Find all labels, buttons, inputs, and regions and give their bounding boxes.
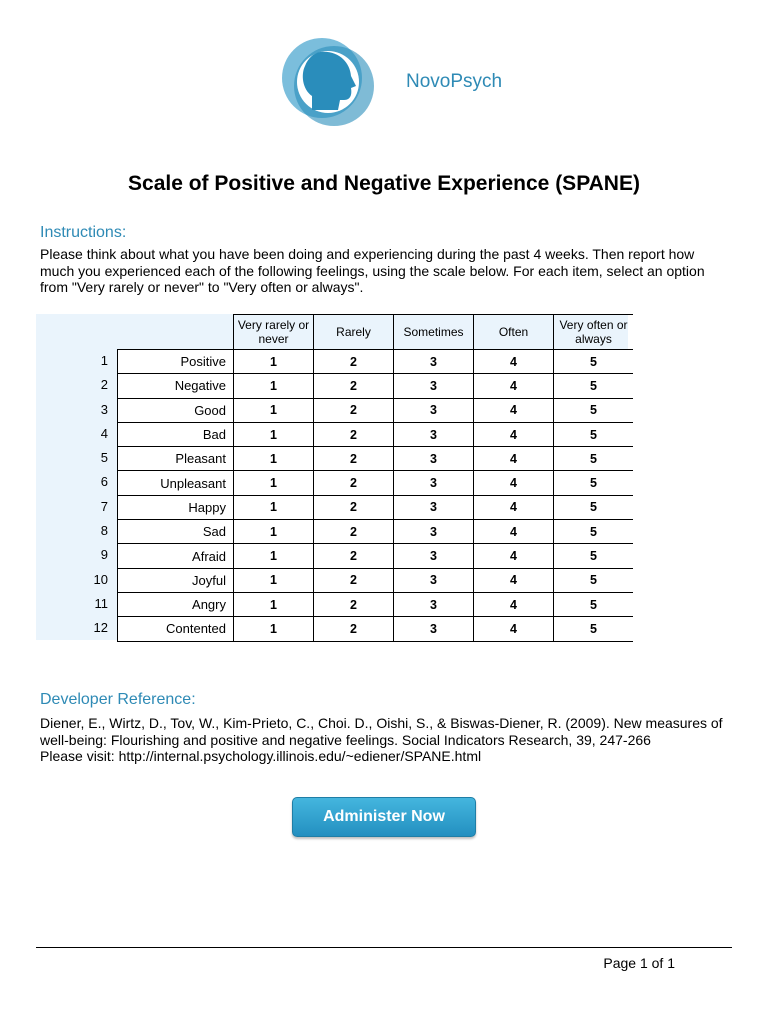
item-label: Contented [118,617,234,641]
rating-option[interactable]: 2 [314,374,394,398]
administer-now-button[interactable]: Administer Now [292,797,476,837]
table-row [118,374,634,398]
instructions-text [40,246,730,296]
table-row [118,592,634,616]
rating-option[interactable]: 5 [554,374,634,398]
rating-option[interactable]: 3 [394,422,474,446]
rating-option[interactable]: 2 [314,447,394,471]
rating-option[interactable]: 3 [394,374,474,398]
table-row [118,568,634,592]
scale-header-row [118,315,634,350]
table-row [118,520,634,544]
item-label: Happy [118,495,234,519]
item-number: 3 [100,401,108,417]
footer-divider [36,947,732,948]
novopsych-logo [272,34,382,130]
rating-option[interactable]: 2 [314,544,394,568]
rating-option[interactable]: 3 [394,592,474,616]
rating-option[interactable]: 5 [554,495,634,519]
rating-option[interactable]: 5 [554,447,634,471]
rating-option[interactable]: 5 [554,568,634,592]
header-very-often: Very often or always [554,315,634,350]
rating-option[interactable]: 2 [314,617,394,641]
rating-option[interactable]: 5 [554,617,634,641]
header-blank [118,315,234,350]
rating-option[interactable]: 5 [554,422,634,446]
rating-option[interactable]: 5 [554,592,634,616]
item-label: Angry [118,592,234,616]
rating-option[interactable]: 5 [554,350,634,374]
item-label: Bad [118,422,234,446]
head-profile-rings-icon [272,34,382,130]
item-number: 12 [93,620,108,636]
rating-option[interactable]: 4 [474,350,554,374]
rating-option[interactable]: 4 [474,544,554,568]
rating-option[interactable]: 3 [394,617,474,641]
item-label: Afraid [118,544,234,568]
rating-option[interactable]: 1 [234,447,314,471]
table-row [118,471,634,495]
rating-option[interactable]: 1 [234,422,314,446]
item-label: Joyful [118,568,234,592]
rating-option[interactable]: 1 [234,568,314,592]
instructions-heading: Instructions: [40,224,127,241]
rating-option[interactable]: 5 [554,544,634,568]
rating-option[interactable]: 3 [394,520,474,544]
rating-option[interactable]: 4 [474,447,554,471]
rating-option[interactable]: 3 [394,447,474,471]
reference-heading: Developer Reference: [40,691,196,708]
header-rarely: Rarely [314,315,394,350]
page-indicator: Page 1 of 1 [603,955,675,971]
rating-option[interactable]: 1 [234,544,314,568]
rating-option[interactable]: 4 [474,520,554,544]
item-number: 2 [100,377,108,393]
item-label: Good [118,398,234,422]
table-row [118,350,634,374]
item-number: 10 [93,571,108,587]
rating-option[interactable]: 2 [314,592,394,616]
reference-citation: Diener, E., Wirtz, D., Tov, W., Kim-Prieto, C., Choi. D., Oishi, S., & Biswas-Diener, R. (2009). New measures of well-being: Flourishing and positive and negative feelings. Social Indicators Research, 39, 247-266 [40,715,723,748]
rating-option[interactable]: 4 [474,374,554,398]
item-numbers [86,349,108,641]
rating-option[interactable]: 2 [314,520,394,544]
table-row [118,544,634,568]
rating-option[interactable]: 1 [234,495,314,519]
reference-block [40,715,730,765]
rating-option[interactable]: 3 [394,350,474,374]
rating-option[interactable]: 1 [234,471,314,495]
rating-option[interactable]: 4 [474,398,554,422]
rating-option[interactable]: 2 [314,398,394,422]
rating-option[interactable]: 1 [234,592,314,616]
rating-option[interactable]: 1 [234,398,314,422]
item-number: 1 [100,353,108,368]
rating-option[interactable]: 2 [314,568,394,592]
header-very-rarely: Very rarely or never [234,315,314,350]
item-label: Sad [118,520,234,544]
rating-option[interactable]: 3 [394,495,474,519]
rating-option[interactable]: 4 [474,422,554,446]
table-row [118,617,634,641]
response-scale-table [117,314,633,642]
page-title: Scale of Positive and Negative Experience (SPANE) [128,172,640,195]
item-label: Unpleasant [118,471,234,495]
item-number: 8 [100,523,108,539]
item-number: 6 [100,474,108,490]
rating-option[interactable]: 5 [554,520,634,544]
rating-option[interactable]: 1 [234,350,314,374]
rating-option[interactable]: 3 [394,544,474,568]
rating-option[interactable]: 4 [474,592,554,616]
rating-option[interactable]: 3 [394,398,474,422]
item-number: 9 [100,547,108,563]
rating-option[interactable]: 4 [474,617,554,641]
item-number: 4 [100,425,108,441]
rating-option[interactable]: 1 [234,374,314,398]
rating-option[interactable]: 3 [394,568,474,592]
item-label: Pleasant [118,447,234,471]
rating-option[interactable]: 4 [474,568,554,592]
rating-option[interactable]: 5 [554,471,634,495]
item-label: Negative [118,374,234,398]
table-row [118,495,634,519]
rating-option[interactable]: 2 [314,422,394,446]
rating-option[interactable]: 5 [554,398,634,422]
item-label: Positive [118,350,234,374]
table-row [118,422,634,446]
table-row [118,447,634,471]
table-row [118,398,634,422]
rating-option[interactable]: 2 [314,471,394,495]
rating-option[interactable]: 1 [234,617,314,641]
rating-option[interactable]: 4 [474,495,554,519]
rating-option[interactable]: 3 [394,471,474,495]
rating-option[interactable]: 2 [314,350,394,374]
rating-option[interactable]: 4 [474,471,554,495]
rating-option[interactable]: 2 [314,495,394,519]
reference-visit: Please visit: http://internal.psychology.illinois.edu/~ediener/SPANE.html [40,748,482,764]
header-often: Often [474,315,554,350]
item-number: 5 [100,450,108,466]
instructions-body: Please think about what you have been doing and experiencing during the past 4 weeks. Then report how much you experienced each of the following feelings, using the scale below. For each item, select an option from "Very rarely or never" to "Very often or always". [40,246,705,295]
item-number: 7 [100,498,108,514]
rating-option[interactable]: 1 [234,520,314,544]
item-number: 11 [94,595,108,611]
header-sometimes: Sometimes [394,315,474,350]
brand-name: NovoPsych [406,71,503,92]
